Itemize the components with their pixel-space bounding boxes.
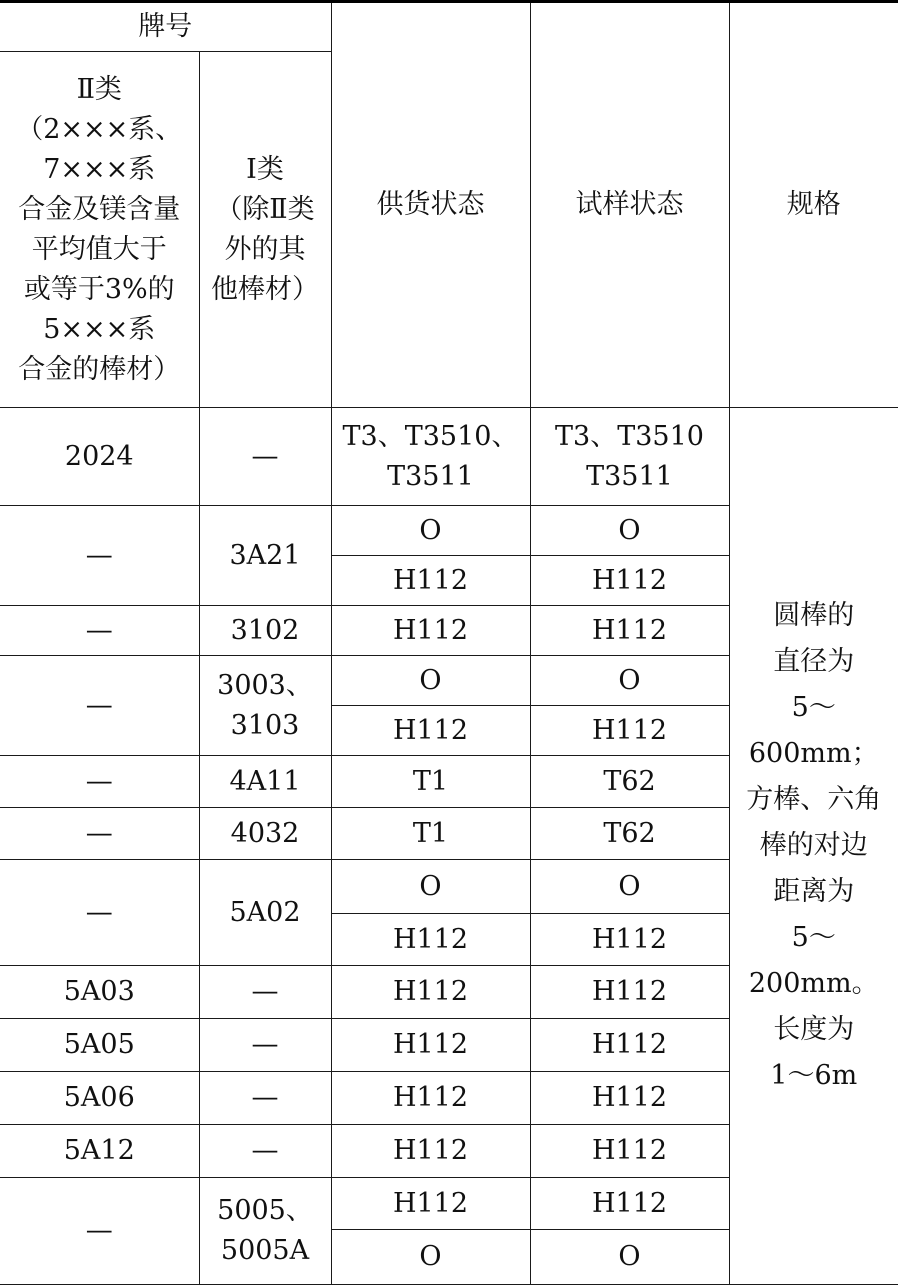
supply-state-cell: T3、T3510、 T3511 bbox=[331, 408, 530, 506]
sample-state-cell: O bbox=[530, 1230, 729, 1285]
header-spec: 规格 bbox=[729, 2, 898, 408]
class1-cell: 5A02 bbox=[199, 860, 331, 966]
supply-state-cell: H112 bbox=[331, 966, 530, 1019]
supply-state-cell: H112 bbox=[331, 706, 530, 756]
sample-state-cell: H112 bbox=[530, 1125, 729, 1178]
supply-state-cell: H112 bbox=[331, 1125, 530, 1178]
sample-state-cell: H112 bbox=[530, 706, 729, 756]
class1-cell: 3102 bbox=[199, 606, 331, 656]
class1-cell: 3003、 3103 bbox=[199, 656, 331, 756]
class2-cell: 2024 bbox=[0, 408, 199, 506]
table-row bbox=[0, 408, 898, 506]
class2-cell: — bbox=[0, 656, 199, 756]
sample-state-cell: O bbox=[530, 506, 729, 556]
class1-cell: 4A11 bbox=[199, 756, 331, 808]
supply-state-cell: H112 bbox=[331, 556, 530, 606]
class1-cell: — bbox=[199, 1125, 331, 1178]
header-supply-state: 供货状态 bbox=[331, 2, 530, 408]
class1-cell: — bbox=[199, 966, 331, 1019]
sample-state-cell: H112 bbox=[530, 966, 729, 1019]
header-class-2: Ⅱ类 （2×××系、 7×××系 合金及镁含量 平均值大于 或等于3%的 5×××系 合金的棒材） bbox=[0, 52, 199, 408]
sample-state-cell: T62 bbox=[530, 756, 729, 808]
sample-state-cell: T3、T3510 T3511 bbox=[530, 408, 729, 506]
class2-cell: — bbox=[0, 606, 199, 656]
spec-cell: 圆棒的 直径为 5～600mm； 方棒、六角 棒的对边 距离为 5～200mm。 长度为 1～6m bbox=[729, 408, 898, 1285]
class1-cell: — bbox=[199, 1019, 331, 1072]
class2-cell: 5A05 bbox=[0, 1019, 199, 1072]
sample-state-cell: H112 bbox=[530, 556, 729, 606]
sample-state-cell: O bbox=[530, 656, 729, 706]
class2-cell: — bbox=[0, 808, 199, 860]
supply-state-cell: O bbox=[331, 1230, 530, 1285]
supply-state-cell: O bbox=[331, 656, 530, 706]
sample-state-cell: T62 bbox=[530, 808, 729, 860]
sample-state-cell: H112 bbox=[530, 914, 729, 966]
class1-cell: 4032 bbox=[199, 808, 331, 860]
supply-state-cell: T1 bbox=[331, 756, 530, 808]
supply-state-cell: H112 bbox=[331, 1178, 530, 1230]
sample-state-cell: H112 bbox=[530, 1019, 729, 1072]
sample-state-cell: H112 bbox=[530, 606, 729, 656]
class1-cell: 5005、 5005A bbox=[199, 1178, 331, 1285]
supply-state-cell: T1 bbox=[331, 808, 530, 860]
class1-cell: 3A21 bbox=[199, 506, 331, 606]
supply-state-cell: H112 bbox=[331, 914, 530, 966]
header-grade: 牌号 bbox=[0, 2, 331, 52]
header-sample-state: 试样状态 bbox=[530, 2, 729, 408]
supply-state-cell: O bbox=[331, 860, 530, 914]
class2-cell: — bbox=[0, 506, 199, 606]
class2-cell: 5A03 bbox=[0, 966, 199, 1019]
class2-cell: — bbox=[0, 1178, 199, 1285]
supply-state-cell: H112 bbox=[331, 606, 530, 656]
sample-state-cell: H112 bbox=[530, 1072, 729, 1125]
header-row-1 bbox=[0, 2, 898, 52]
supply-state-cell: H112 bbox=[331, 1019, 530, 1072]
sample-state-cell: O bbox=[530, 860, 729, 914]
supply-state-cell: H112 bbox=[331, 1072, 530, 1125]
class1-cell: — bbox=[199, 408, 331, 506]
class1-cell: — bbox=[199, 1072, 331, 1125]
supply-state-cell: O bbox=[331, 506, 530, 556]
class2-cell: 5A12 bbox=[0, 1125, 199, 1178]
class2-cell: — bbox=[0, 860, 199, 966]
class2-cell: 5A06 bbox=[0, 1072, 199, 1125]
header-class-1: Ⅰ类 （除Ⅱ类 外的其 他棒材） bbox=[199, 52, 331, 408]
class2-cell: — bbox=[0, 756, 199, 808]
sample-state-cell: H112 bbox=[530, 1178, 729, 1230]
